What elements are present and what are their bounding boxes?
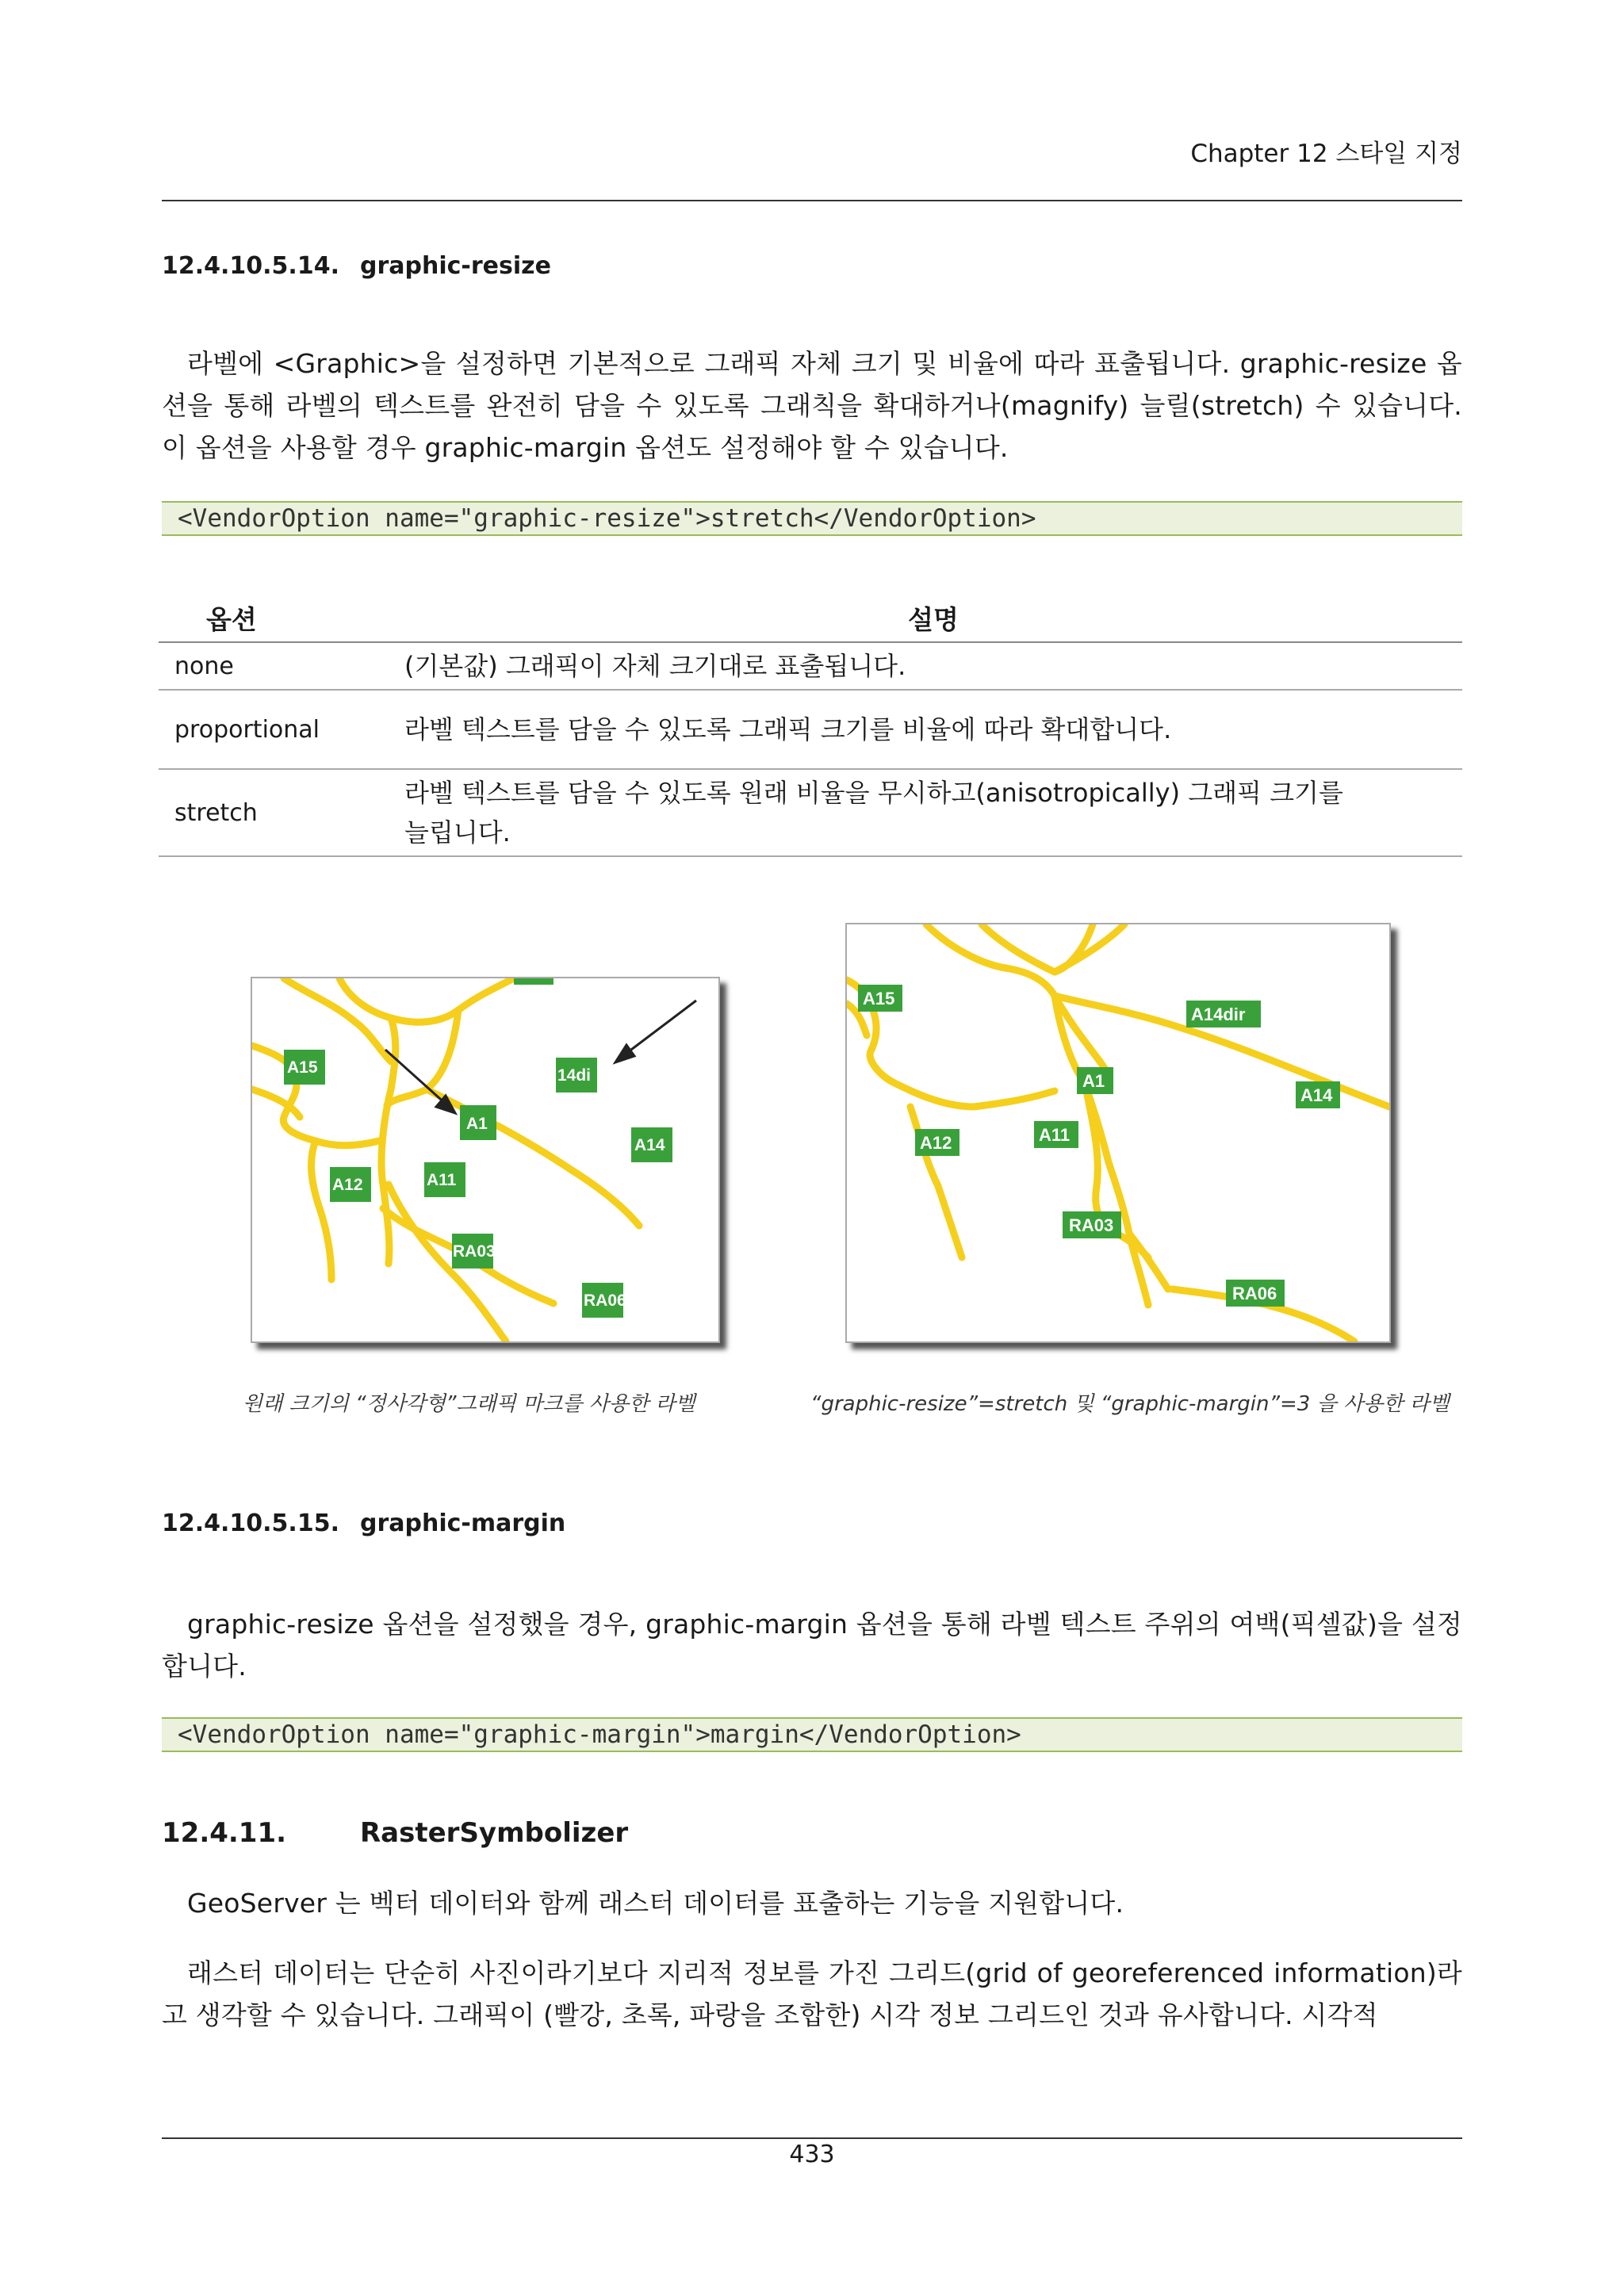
table-header-option: 옵션 bbox=[159, 596, 404, 642]
footer-rule bbox=[162, 2137, 1462, 2139]
section-number: 12.4.11. bbox=[162, 1817, 287, 1849]
shield-label: A1 bbox=[1082, 1071, 1105, 1091]
shield-label: A15 bbox=[863, 989, 895, 1008]
option-description: 라벨 텍스트를 담을 수 있도록 원래 비율을 무시하고(anisotropically) 그래픽 크기를 늘립니다. bbox=[404, 769, 1462, 856]
figure-caption-left: 원래 크기의 “정사각형”그래픽 마크를 사용한 라벨 bbox=[243, 1392, 695, 1416]
road-map-image bbox=[847, 924, 1389, 1341]
shield-label: RA06 bbox=[1232, 1284, 1277, 1303]
raster-description-paragraph: 래스터 데이터는 단순히 사진이라기보다 지리적 정보를 가진 그리드(grid of georeferenced information)라고 생각할 수 있습니다. 그래픽이 (빨강, 초록, 파랑을 조합한) 시각 정보 그리드인 것과 유사합니다. 시각적 bbox=[162, 1957, 1462, 2030]
header-rule bbox=[162, 200, 1462, 201]
shield-label: A12 bbox=[332, 1176, 363, 1194]
table-row bbox=[159, 769, 1462, 856]
figure-caption-right: “graphic-resize”=stretch 및 “graphic-margin”=3 을 사용한 라벨 bbox=[810, 1392, 1450, 1416]
shield-label: A14 bbox=[1300, 1085, 1333, 1105]
option-name: proportional bbox=[159, 690, 404, 769]
option-description: (기본값) 그래픽이 자체 크기대로 표출됩니다. bbox=[404, 642, 1462, 690]
section-number: 12.4.10.5.15. bbox=[162, 1510, 339, 1537]
shield-label: A15 bbox=[287, 1058, 318, 1077]
section-number: 12.4.10.5.14. bbox=[162, 252, 339, 280]
shield-label: RA06 bbox=[584, 1292, 626, 1310]
option-name: stretch bbox=[159, 769, 404, 856]
shield-label: A14dir bbox=[1191, 1004, 1246, 1024]
section-title: graphic-resize bbox=[360, 252, 551, 280]
shield-label: RA03 bbox=[1069, 1215, 1114, 1235]
code-block-graphic-resize: <VendorOption name="graphic-resize">stretch</VendorOption> bbox=[162, 501, 1462, 536]
option-description: 라벨 텍스트를 담을 수 있도록 그래픽 크기를 비율에 따라 확대합니다. bbox=[404, 690, 1462, 769]
map-figure-stretched-labels bbox=[845, 923, 1391, 1343]
shield-label: RA03 bbox=[453, 1242, 496, 1261]
options-table bbox=[159, 596, 1462, 857]
section-title: graphic-margin bbox=[360, 1510, 566, 1537]
graphic-margin-paragraph: graphic-resize 옵션을 설정했을 경우, graphic-margin 옵션을 통해 라벨 텍스트 주위의 여백(픽셀값)을 설정합니다. bbox=[162, 1609, 1462, 1682]
shield-label: A11 bbox=[427, 1171, 457, 1189]
section-heading-graphic-resize bbox=[162, 252, 551, 280]
shield-label: A1 bbox=[466, 1115, 488, 1133]
shield-label: 14di bbox=[557, 1066, 592, 1085]
road-network bbox=[252, 978, 639, 1341]
section-heading-graphic-margin bbox=[162, 1510, 565, 1537]
highway-shield bbox=[514, 978, 553, 985]
running-header: Chapter 12 스타일 지정 bbox=[1190, 140, 1462, 168]
shield-label: A11 bbox=[1039, 1125, 1071, 1145]
section-heading-raster-symbolizer bbox=[162, 1817, 628, 1849]
shield-label: A14 bbox=[634, 1136, 665, 1154]
graphic-resize-paragraph: 라벨에 <Graphic>을 설정하면 기본적으로 그래픽 자체 크기 및 비율에 따라 표출됩니다. graphic-resize 옵션을 통해 라벨의 텍스트를 완전히 담을 수 있도록 그래칙을 확대하거나(magnify) 늘릴(stretch) 수 있습니다. 이 옵션을 사용할 경우 graphic-margin 옵션도 설정해야 할 수 있습니다. bbox=[162, 348, 1462, 463]
raster-intro-paragraph: GeoServer 는 벡터 데이터와 함께 래스터 데이터를 표출하는 기능을 지원합니다. bbox=[187, 1888, 1124, 1919]
table-row bbox=[159, 642, 1462, 690]
road-map-image bbox=[252, 978, 718, 1341]
page-number: 433 bbox=[789, 2141, 835, 2168]
shield-label: A12 bbox=[920, 1133, 952, 1153]
map-figure-original-size bbox=[251, 977, 720, 1343]
shield-labels bbox=[287, 1058, 665, 1310]
table-header-description: 설명 bbox=[404, 596, 1462, 642]
code-block-graphic-margin: <VendorOption name="graphic-margin">margin</VendorOption> bbox=[162, 1717, 1462, 1752]
option-name: none bbox=[159, 642, 404, 690]
section-title: RasterSymbolizer bbox=[360, 1817, 629, 1849]
table-row bbox=[159, 690, 1462, 769]
